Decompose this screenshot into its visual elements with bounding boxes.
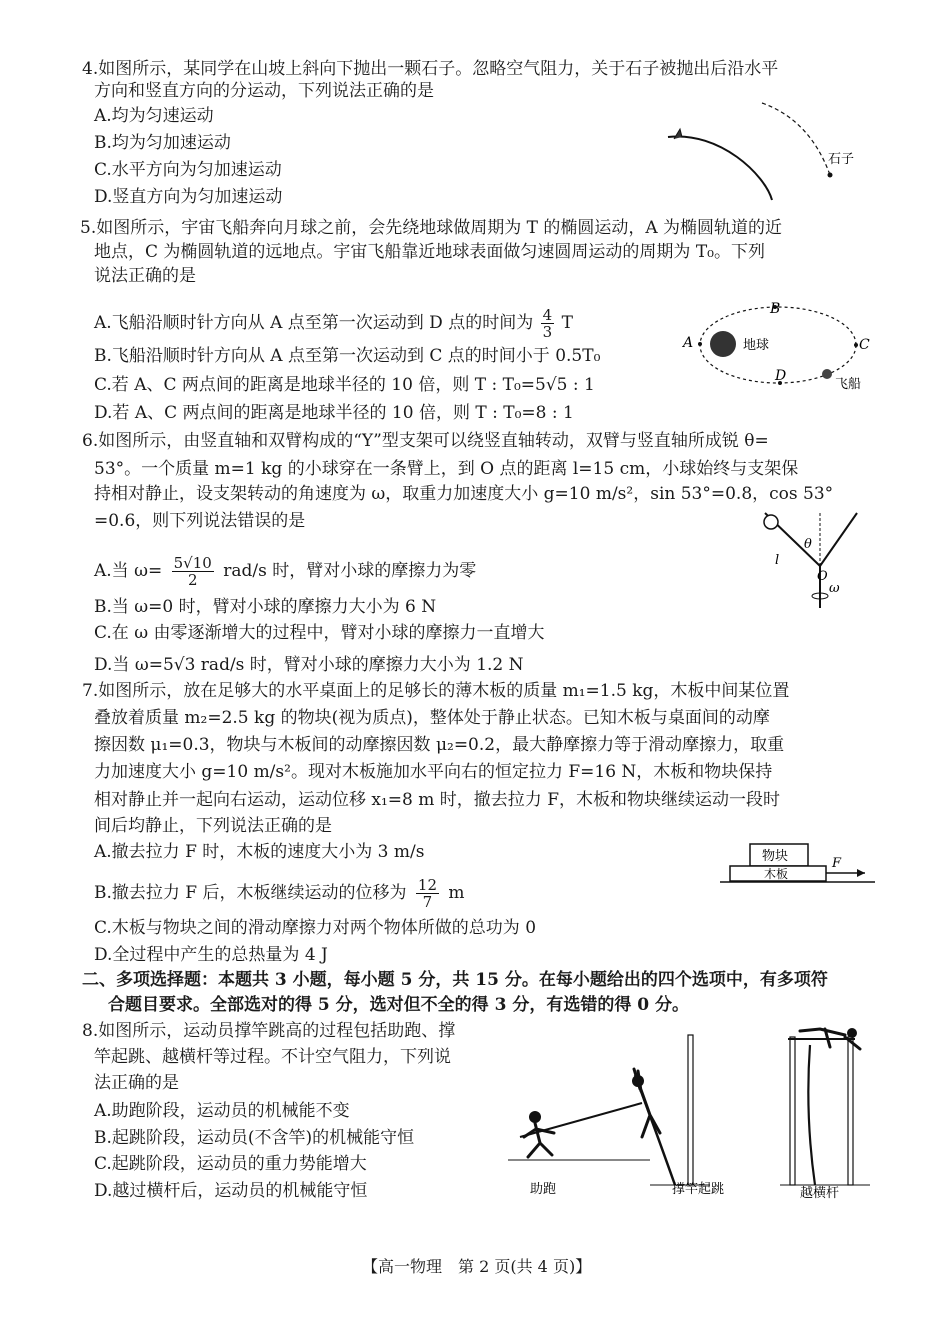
point-c-label: C — [859, 337, 870, 353]
q8-stem-line1: 8.如图所示，运动员撑竿跳高的过程包括助跑、撑 — [82, 1021, 456, 1041]
q7-fraction — [416, 877, 439, 910]
bar-pole — [808, 1045, 815, 1185]
q6-option-a-suffix: rad/s 时，臂对小球的摩擦力为零 — [223, 561, 477, 581]
force-label: F — [832, 856, 842, 871]
q6-fraction-num: 5√10 — [173, 554, 212, 572]
q5-option-b: B.飞船沿顺时针方向从 A 点至第一次运动到 C 点的时间小于 0.5T₀ — [94, 346, 601, 366]
q5-stem-line3: 说法正确的是 — [94, 266, 196, 286]
trajectory-dashed — [762, 103, 830, 175]
q6-option-a-prefix: A.当 ω= — [94, 561, 163, 581]
q5-orbit-figure — [675, 295, 875, 400]
label-takeoff: 撑竿起跳 — [672, 1182, 725, 1197]
q7-stem-line1: 7.如图所示，放在足够大的水平桌面上的足够长的薄木板的质量 m₁=1.5 kg，木板中间某位置 — [82, 681, 790, 701]
stone-dot — [828, 173, 833, 178]
q5-fraction — [541, 307, 555, 340]
point-a-dot — [698, 342, 702, 346]
q7-option-c: C.木板与物块之间的滑动摩擦力对两个物体所做的总功为 0 — [94, 918, 537, 938]
point-a-label: A — [683, 335, 694, 351]
bar-upright-left — [790, 1037, 795, 1185]
q5-option-a — [94, 307, 573, 340]
q8-stem-line2: 竿起跳、越横杆等过程。不计空气阻力，下列说 — [94, 1047, 451, 1067]
point-b-label: B — [770, 301, 781, 317]
q8-option-d: D.越过横杆后，运动员的机械能守恒 — [94, 1181, 368, 1201]
q4-option-d: D.竖直方向为匀加速运动 — [94, 187, 283, 207]
q4-slope-figure — [660, 95, 870, 205]
q8-stem-line3: 法正确的是 — [94, 1073, 179, 1093]
q5-option-c: C.若 A、C 两点间的距离是地球半径的 10 倍，则 T : T₀=5√5 : 1 — [94, 375, 595, 395]
q6-stem-line4: =0.6，则下列说法错误的是 — [94, 511, 306, 531]
q7-board-figure — [720, 840, 880, 890]
label-runup: 助跑 — [530, 1182, 557, 1197]
q7-stem-line4: 力加速度大小 g=10 m/s²。现对木板施加水平向右的恒定拉力 F=16 N，木板和物块保持 — [94, 762, 773, 782]
o-label: O — [817, 569, 828, 584]
q5-option-d: D.若 A、C 两点间的距离是地球半径的 10 倍，则 T : T₀=8 : 1 — [94, 403, 574, 423]
omega-label: ω — [829, 581, 840, 596]
q7-option-b — [94, 877, 465, 910]
q7-stem-line5: 相对静止并一起向右运动，运动位移 x₁=8 m 时，撤去拉力 F，木板和物块继续运动一段时 — [94, 790, 780, 810]
takeoff-upright — [688, 1035, 693, 1185]
slope-curve — [668, 136, 772, 200]
vaulter-takeoff-figure — [632, 1069, 660, 1137]
ball — [764, 515, 778, 529]
q4-option-a: A.均为匀速运动 — [94, 106, 214, 126]
point-d-label: D — [775, 368, 787, 384]
q7-stem-line6: 间后均静止，下列说法正确的是 — [94, 816, 332, 836]
page-footer: 【高一物理 第 2 页(共 4 页)】 — [362, 1257, 592, 1276]
earth-circle — [710, 331, 736, 357]
q6-option-a — [94, 555, 476, 588]
q7-stem-line3: 擦因数 μ₁=0.3，物块与木板间的动摩擦因数 μ₂=0.2，最大静摩擦力等于滑动摩擦力，取重 — [94, 735, 785, 755]
q5-option-a-text: A.飞船沿顺时针方向从 A 点至第一次运动到 D 点的时间为 — [94, 313, 534, 333]
q8-option-c: C.起跳阶段，运动员的重力势能增大 — [94, 1154, 367, 1174]
q5-stem-line1: 5.如图所示，宇宙飞船奔向月球之前，会先绕地球做周期为 T 的椭圆运动，A 为椭圆轨道的近 — [80, 218, 783, 238]
q5-option-a-suffix: T — [561, 313, 573, 333]
right-arm — [820, 513, 857, 566]
earth-label: 地球 — [743, 338, 770, 353]
force-arrowhead-icon — [857, 869, 865, 877]
q5-fraction-den: 3 — [542, 323, 553, 341]
q6-fraction — [172, 555, 214, 588]
q5-stem-line2: 地点，C 为椭圆轨道的远地点。宇宙飞船靠近地球表面做匀速圆周运动的周期为 T₀。下列 — [94, 242, 765, 262]
q5-fraction-num: 4 — [542, 306, 553, 324]
length-label: l — [775, 553, 780, 568]
q7-option-d: D.全过程中产生的总热量为 4 J — [94, 945, 328, 965]
q8-option-a: A.助跑阶段，运动员的机械能不变 — [94, 1101, 350, 1121]
theta-label: θ — [804, 537, 812, 552]
q4-option-b: B.均为匀加速运动 — [94, 133, 231, 153]
bar-upright-right — [848, 1037, 853, 1185]
block-label: 物块 — [762, 849, 789, 864]
q7-fraction-den: 7 — [422, 893, 433, 911]
q7-fraction-num: 12 — [417, 876, 437, 894]
spaceship-label: 飞船 — [835, 377, 862, 392]
q8-option-b: B.起跳阶段，运动员(不含竿)的机械能守恒 — [94, 1128, 415, 1148]
section2-header-line2: 合题目要求。全部选对的得 5 分，选对但不全的得 3 分，有选错的得 0 分。 — [108, 995, 689, 1015]
q6-stem-line2: 53°。一个质量 m=1 kg 的小球穿在一条臂上，到 O 点的距离 l=15 cm，小球始终与支架保 — [94, 459, 799, 479]
q6-stem-line3: 持相对静止，设支架转动的角速度为 ω，取重力加速度大小 g=10 m/s²，sin 53°=0.8，cos 53° — [94, 484, 834, 504]
label-crossbar: 越横杆 — [800, 1186, 840, 1201]
q4-stem-line2: 方向和竖直方向的分运动，下列说法正确的是 — [94, 81, 434, 101]
spaceship-dot — [822, 369, 832, 379]
q8-pole-vault-figure — [500, 1025, 880, 1205]
q4-option-c: C.水平方向为匀加速运动 — [94, 160, 282, 180]
q6-option-c: C.在 ω 由零逐渐增大的过程中，臂对小球的摩擦力一直增大 — [94, 623, 545, 643]
q7-stem-line2: 叠放着质量 m₂=2.5 kg 的物块(视为质点)，整体处于静止状态。已知木板与桌面间的动摩 — [94, 708, 770, 728]
stone-label: 石子 — [828, 152, 855, 167]
q4-stem-line1: 4.如图所示，某同学在山坡上斜向下抛出一颗石子。忽略空气阻力，关于石子被抛出后沿水平 — [82, 59, 779, 79]
point-c-dot — [854, 343, 858, 347]
q7-option-b-suffix: m — [448, 883, 465, 903]
q6-y-frame-figure — [745, 508, 865, 628]
q6-stem-line1: 6.如图所示，由竖直轴和双臂构成的“Y”型支架可以绕竖直轴转动，双臂与竖直轴所成锐 θ= — [82, 431, 769, 451]
q7-option-b-prefix: B.撤去拉力 F 后，木板继续运动的位移为 — [94, 883, 407, 903]
board-label: 木板 — [764, 867, 789, 881]
thrower-figure — [674, 129, 682, 139]
q7-option-a: A.撤去拉力 F 时，木板的速度大小为 3 m/s — [94, 842, 425, 862]
q6-fraction-den: 2 — [187, 571, 198, 589]
q6-option-b: B.当 ω=0 时，臂对小球的摩擦力大小为 6 N — [94, 597, 437, 617]
q6-option-d: D.当 ω=5√3 rad/s 时，臂对小球的摩擦力大小为 1.2 N — [94, 655, 524, 675]
section2-header-line1: 二、多项选择题：本题共 3 小题，每小题 5 分，共 15 分。在每小题给出的四个选项中，有多项符 — [82, 970, 828, 990]
